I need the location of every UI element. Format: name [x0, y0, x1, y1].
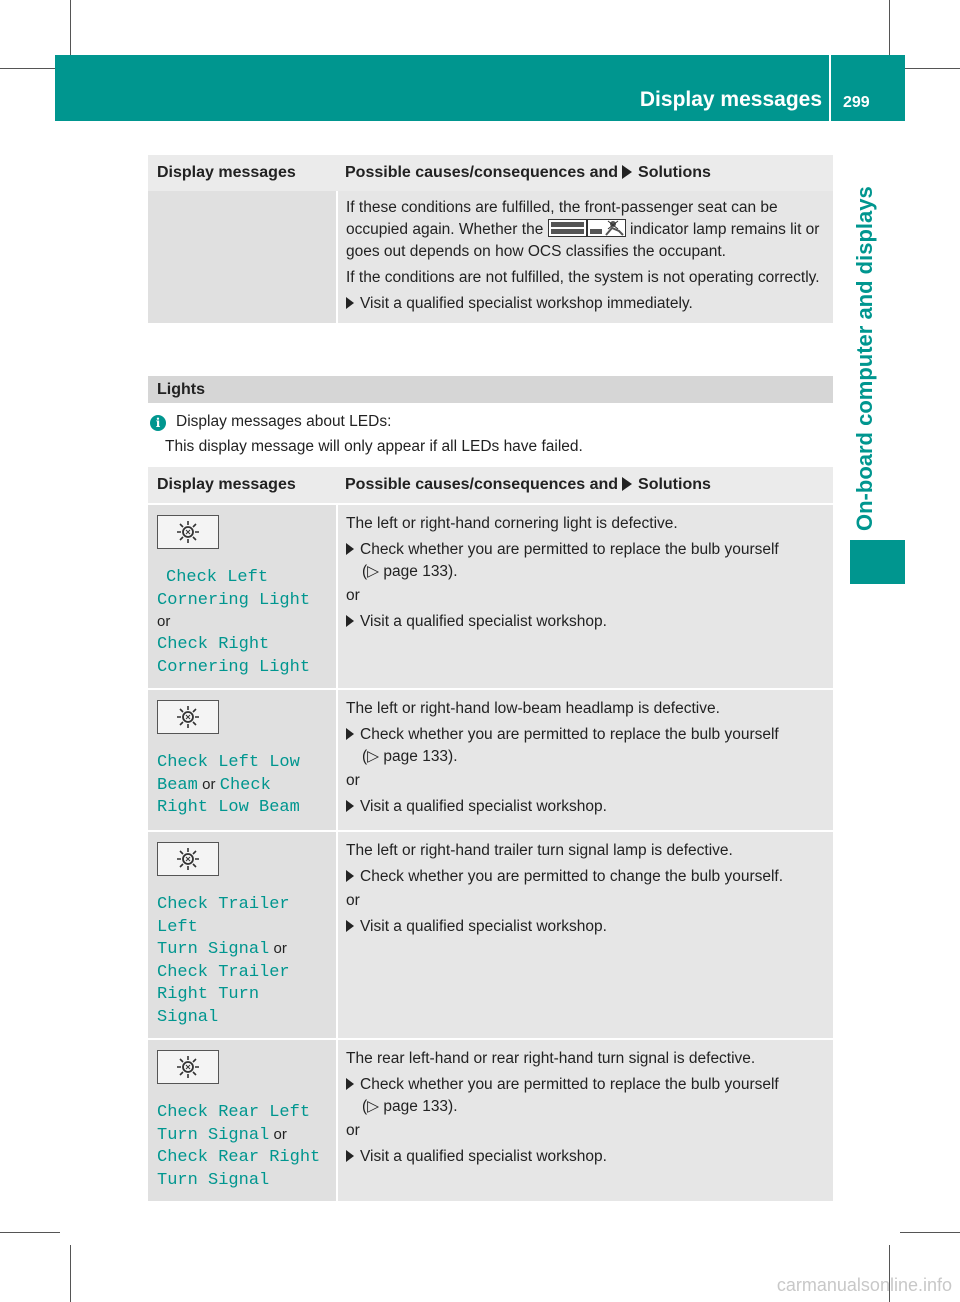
step-text: Check whether you are permitted to replace the bulb yourself [360, 1076, 779, 1093]
display-message-text: Check Rear Right [157, 1148, 321, 1167]
section-title: Lights [157, 381, 205, 398]
page-reference: (▷ page 133). [362, 748, 458, 765]
step-text: Check whether you are permitted to replace the bulb yourself [360, 541, 779, 558]
step-arrow-icon [346, 1078, 354, 1090]
display-message-text: Right Low Beam [157, 798, 300, 817]
step-text: Check whether you are permitted to replace the bulb yourself [360, 726, 779, 743]
table-row [148, 1039, 833, 1201]
step-text: Check whether you are permitted to change the bulb yourself. [360, 868, 784, 885]
message-cell [148, 504, 337, 689]
crop-mark [0, 1232, 60, 1233]
crop-mark [900, 1232, 960, 1233]
page-number: 299 [843, 94, 870, 111]
or-text: or [346, 892, 360, 909]
or-text: or [346, 772, 360, 789]
solution-step [346, 611, 824, 633]
chapter-tab-marker [850, 540, 905, 584]
step-text: Visit a qualified specialist workshop. [360, 1148, 607, 1165]
step-arrow-icon [346, 728, 354, 740]
step-text: Visit a qualified specialist workshop immediately. [360, 295, 693, 312]
display-lamp-box [157, 842, 219, 876]
or-text: or [346, 1122, 360, 1139]
display-message-text: Check [219, 775, 271, 795]
cause-cell [337, 831, 833, 1039]
display-lamp-box [157, 1050, 219, 1084]
paragraph: If the conditions are not fulfilled, the system is not operating correctly. [346, 269, 820, 286]
col-header-causes [337, 155, 833, 191]
cause-cell [337, 504, 833, 689]
col-header-solutions-text: Solutions [638, 164, 711, 181]
or-text: or [273, 940, 287, 957]
display-message-text: Turn Signal [157, 940, 270, 959]
or-text: or [202, 775, 216, 793]
step-arrow-icon [346, 543, 354, 555]
message-cell [148, 1039, 337, 1201]
pointer-icon: ▷ [367, 748, 380, 765]
solution-step [346, 1146, 824, 1168]
bulb-warning-icon [175, 846, 201, 872]
arrow-right-icon [622, 477, 632, 491]
paragraph-text: indicator lamp remains lit or goes out depends on how OCS classifies the occupant. [346, 221, 820, 260]
table-row [148, 504, 833, 689]
info-text: This display message will only appear if all LEDs have failed. [165, 438, 583, 455]
display-message-text: Check Trailer [157, 962, 290, 982]
col-header-causes-text: Possible causes/consequences and [345, 476, 619, 493]
step-arrow-icon [346, 920, 354, 932]
info-text: Display messages about LEDs: [176, 413, 392, 430]
step-arrow-icon [346, 615, 354, 627]
display-message-text: Turn Signal [157, 1170, 270, 1190]
solution-step [346, 724, 824, 768]
crop-mark [70, 0, 71, 60]
bulb-warning-icon [175, 1054, 201, 1080]
section-heading-lights [148, 376, 833, 403]
bulb-warning-icon [175, 704, 201, 730]
display-message-text: Beam [157, 775, 198, 795]
message-cell [148, 689, 337, 831]
pointer-icon: ▷ [367, 1098, 380, 1115]
header-divider [829, 55, 831, 121]
step-text: Visit a qualified specialist workshop. [360, 918, 607, 935]
solution-step [346, 796, 824, 818]
page-reference: (▷ page 133). [362, 563, 458, 580]
col-header-causes-text: Possible causes/consequences and [345, 164, 619, 181]
chapter-tab-label: On-board computer and displays [852, 186, 877, 531]
cause-text: The rear left-hand or rear right-hand turn signal is defective. [346, 1050, 756, 1067]
display-message-text: Check Rear Left [157, 1103, 311, 1122]
crop-mark [0, 68, 60, 69]
solution-step [346, 293, 824, 315]
display-message-text: Cornering Light [157, 590, 311, 610]
step-arrow-icon [346, 870, 354, 882]
message-cell [148, 831, 337, 1039]
cause-text: The left or right-hand trailer turn signal lamp is defective. [346, 842, 733, 859]
paragraph-text: If these conditions are fulfilled, the front-passenger seat can be occupied again. Whether the [346, 199, 778, 238]
cause-text: The left or right-hand cornering light is defective. [346, 515, 678, 532]
table-row [148, 689, 833, 831]
watermark: carmanualsonline.info [776, 1275, 952, 1295]
cause-cell [337, 1039, 833, 1201]
display-message-text: Check Right [157, 635, 270, 654]
passenger-airbag-off-icon [548, 219, 626, 237]
crop-mark [900, 68, 960, 69]
or-text: or [346, 587, 360, 604]
display-message-text: Cornering Light [157, 657, 311, 677]
col-header-causes [337, 467, 833, 504]
display-message-text: Right Turn Signal [157, 985, 260, 1027]
col-header-solutions-text: Solutions [638, 476, 711, 493]
step-text: Visit a qualified specialist workshop. [360, 798, 607, 815]
solution-step [346, 539, 824, 583]
table-row [148, 831, 833, 1039]
info-icon: i [150, 415, 166, 431]
page-reference-text: page 133). [383, 748, 458, 765]
display-message-text: Check Left Low [157, 753, 300, 772]
bulb-warning-icon [175, 519, 201, 545]
col-header-messages: Display messages [148, 155, 337, 191]
step-arrow-icon [346, 1150, 354, 1162]
display-message-text: Check Trailer Left [157, 895, 290, 937]
paragraph [346, 197, 824, 263]
step-arrow-icon [346, 297, 354, 309]
crop-mark [889, 0, 890, 60]
solution-step [346, 1074, 824, 1118]
step-text: Visit a qualified specialist workshop. [360, 613, 607, 630]
page-reference-text: page 133). [383, 563, 458, 580]
step-arrow-icon [346, 800, 354, 812]
page-reference: (▷ page 133). [362, 1098, 458, 1115]
or-text: or [273, 1125, 287, 1143]
crop-mark [70, 1245, 71, 1302]
solution-step [346, 916, 824, 938]
display-message-text: Check Left [166, 568, 269, 587]
display-lamp-box [157, 515, 219, 549]
pointer-icon: ▷ [367, 563, 380, 580]
page-title: Display messages [639, 88, 822, 111]
cause-cell [337, 191, 833, 323]
arrow-right-icon [622, 165, 632, 179]
col-header-messages: Display messages [148, 467, 337, 504]
page-reference-text: page 133). [383, 1098, 458, 1115]
cause-text: The left or right-hand low-beam headlamp is defective. [346, 700, 720, 717]
messages-table-continued [148, 155, 833, 323]
display-message-text: Turn Signal [157, 1125, 270, 1145]
solution-step [346, 866, 824, 888]
or-text: or [157, 613, 171, 630]
display-lamp-box [157, 700, 219, 734]
message-cell [148, 191, 337, 323]
lights-messages-table [148, 467, 833, 1201]
cause-cell [337, 689, 833, 831]
